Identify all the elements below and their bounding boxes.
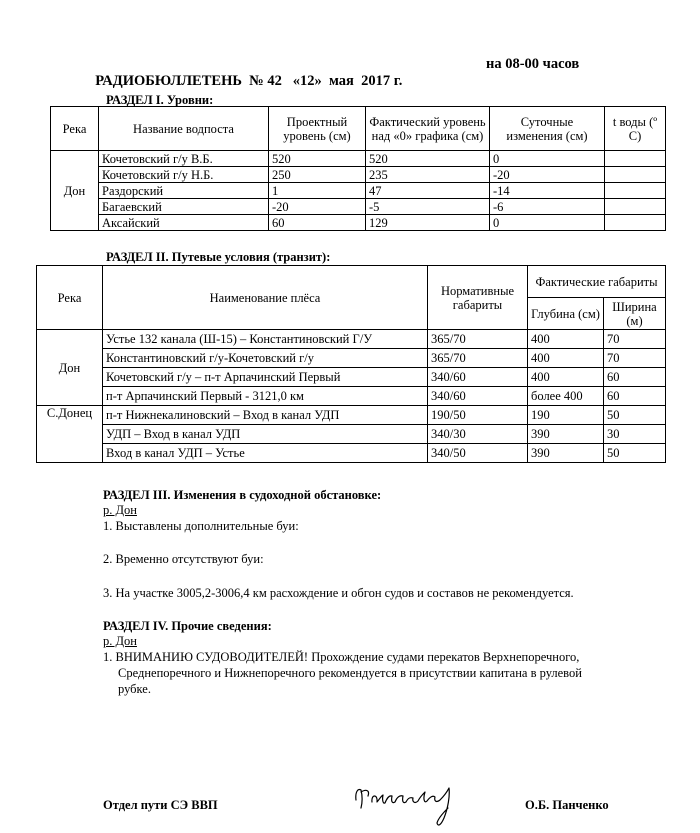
levels-table bbox=[50, 106, 666, 231]
actual-level: 129 bbox=[366, 215, 490, 231]
norm-dimensions: 340/60 bbox=[428, 368, 528, 387]
section2-heading: РАЗДЕЛ II. Путевые условия (транзит): bbox=[106, 250, 331, 264]
norm-dimensions: 365/70 bbox=[428, 330, 528, 349]
daily-change: -20 bbox=[490, 167, 605, 183]
table-row bbox=[51, 183, 666, 199]
col-river: Река bbox=[37, 266, 103, 330]
table-row bbox=[51, 151, 666, 167]
depth: 400 bbox=[528, 330, 604, 349]
col-width: Ширина (м) bbox=[604, 298, 666, 330]
transit-header-row bbox=[37, 266, 666, 298]
actual-level: 47 bbox=[366, 183, 490, 199]
reach-name: Вход в канал УДП – Устье bbox=[103, 444, 428, 463]
signer-name: О.Б. Панченко bbox=[525, 798, 609, 812]
col-post-name: Название водпоста bbox=[99, 107, 269, 151]
bulletin-time: на 08-00 часов bbox=[486, 56, 580, 72]
section4-line: 1. ВНИМАНИЮ СУДОВОДИТЕЛЕЙ! Прохождение судами перекатов Верхнепоречного, bbox=[103, 650, 580, 664]
depth: 390 bbox=[528, 425, 604, 444]
reach-name: УДП – Вход в канал УДП bbox=[103, 425, 428, 444]
post-name: Раздорский bbox=[99, 183, 269, 199]
col-design-level: Проектный уровень (см) bbox=[269, 107, 366, 151]
reach-name: п-т Арпачинский Первый - 3121,0 км bbox=[103, 387, 428, 406]
water-temp bbox=[605, 151, 666, 167]
river-name: С.Донец bbox=[37, 406, 103, 463]
levels-header-row bbox=[51, 107, 666, 151]
col-depth: Глубина (см) bbox=[528, 298, 604, 330]
col-norm-dimensions: Нормативные габариты bbox=[428, 266, 528, 330]
section4-river: р. Дон bbox=[103, 634, 137, 648]
post-name: Аксайский bbox=[99, 215, 269, 231]
table-row bbox=[51, 215, 666, 231]
col-actual-dimensions: Фактические габариты bbox=[528, 266, 666, 298]
col-water-temp: t воды (º С) bbox=[605, 107, 666, 151]
depth: 390 bbox=[528, 444, 604, 463]
river-name: Дон bbox=[37, 330, 103, 406]
reach-name: Константиновский г/у-Кочетовский г/у bbox=[103, 349, 428, 368]
section4-line: Среднепоречного и Нижнепоречного рекомендуется в присутствии капитана в рулевой bbox=[118, 666, 582, 680]
water-temp bbox=[605, 167, 666, 183]
actual-level: -5 bbox=[366, 199, 490, 215]
post-name: Кочетовский г/у В.Б. bbox=[99, 151, 269, 167]
reach-name: Кочетовский г/у – п-т Арпачинский Первый bbox=[103, 368, 428, 387]
col-reach-name: Наименование плёса bbox=[103, 266, 428, 330]
bulletin-number-date: РАДИОБЮЛЛЕТЕНЬ № 42 «12» мая 2017 г. bbox=[95, 73, 403, 89]
table-row bbox=[37, 349, 666, 368]
col-river: Река bbox=[51, 107, 99, 151]
table-row bbox=[51, 199, 666, 215]
table-row bbox=[37, 444, 666, 463]
norm-dimensions: 340/50 bbox=[428, 444, 528, 463]
reach-name: Устье 132 канала (Ш-15) – Константиновский Г/У bbox=[103, 330, 428, 349]
department-name: Отдел пути СЭ ВВП bbox=[103, 798, 218, 812]
river-name: Дон bbox=[51, 151, 99, 231]
depth: 400 bbox=[528, 349, 604, 368]
design-level: -20 bbox=[269, 199, 366, 215]
design-level: 250 bbox=[269, 167, 366, 183]
width: 70 bbox=[604, 330, 666, 349]
width: 60 bbox=[604, 387, 666, 406]
norm-dimensions: 190/50 bbox=[428, 406, 528, 425]
width: 50 bbox=[604, 406, 666, 425]
daily-change: 0 bbox=[490, 215, 605, 231]
section4-heading: РАЗДЕЛ IV. Прочие сведения: bbox=[103, 619, 272, 633]
design-level: 1 bbox=[269, 183, 366, 199]
daily-change: -14 bbox=[490, 183, 605, 199]
section3-river: р. Дон bbox=[103, 503, 137, 517]
daily-change: 0 bbox=[490, 151, 605, 167]
section3-item: 3. На участке 3005,2-3006,4 км расхождение и обгон судов и составов не рекомендуется. bbox=[103, 586, 574, 600]
depth: 400 bbox=[528, 368, 604, 387]
section3-heading: РАЗДЕЛ III. Изменения в судоходной обстановке: bbox=[103, 488, 382, 502]
width: 30 bbox=[604, 425, 666, 444]
section3-item: 2. Временно отсутствуют буи: bbox=[103, 552, 264, 566]
norm-dimensions: 340/30 bbox=[428, 425, 528, 444]
post-name: Кочетовский г/у Н.Б. bbox=[99, 167, 269, 183]
daily-change: -6 bbox=[490, 199, 605, 215]
transit-table bbox=[36, 265, 666, 463]
actual-level: 235 bbox=[366, 167, 490, 183]
table-row bbox=[37, 425, 666, 444]
post-name: Багаевский bbox=[99, 199, 269, 215]
section4-line: рубке. bbox=[118, 682, 151, 696]
depth: 190 bbox=[528, 406, 604, 425]
design-level: 60 bbox=[269, 215, 366, 231]
table-row bbox=[37, 406, 666, 425]
section1-heading: РАЗДЕЛ I. Уровни: bbox=[106, 93, 214, 107]
width: 70 bbox=[604, 349, 666, 368]
section3-item: 1. Выставлены дополнительные буи: bbox=[103, 519, 299, 533]
width: 50 bbox=[604, 444, 666, 463]
actual-level: 520 bbox=[366, 151, 490, 167]
water-temp bbox=[605, 215, 666, 231]
handwritten-signature bbox=[352, 778, 462, 830]
table-row bbox=[51, 167, 666, 183]
norm-dimensions: 340/60 bbox=[428, 387, 528, 406]
water-temp bbox=[605, 183, 666, 199]
norm-dimensions: 365/70 bbox=[428, 349, 528, 368]
water-temp bbox=[605, 199, 666, 215]
width: 60 bbox=[604, 368, 666, 387]
reach-name: п-т Нижнекалиновский – Вход в канал УДП bbox=[103, 406, 428, 425]
table-row bbox=[37, 387, 666, 406]
col-daily-change: Суточные изменения (см) bbox=[490, 107, 605, 151]
col-actual-level: Фактический уровень над «0» графика (см) bbox=[366, 107, 490, 151]
depth: более 400 bbox=[528, 387, 604, 406]
design-level: 520 bbox=[269, 151, 366, 167]
table-row bbox=[37, 368, 666, 387]
table-row bbox=[37, 330, 666, 349]
